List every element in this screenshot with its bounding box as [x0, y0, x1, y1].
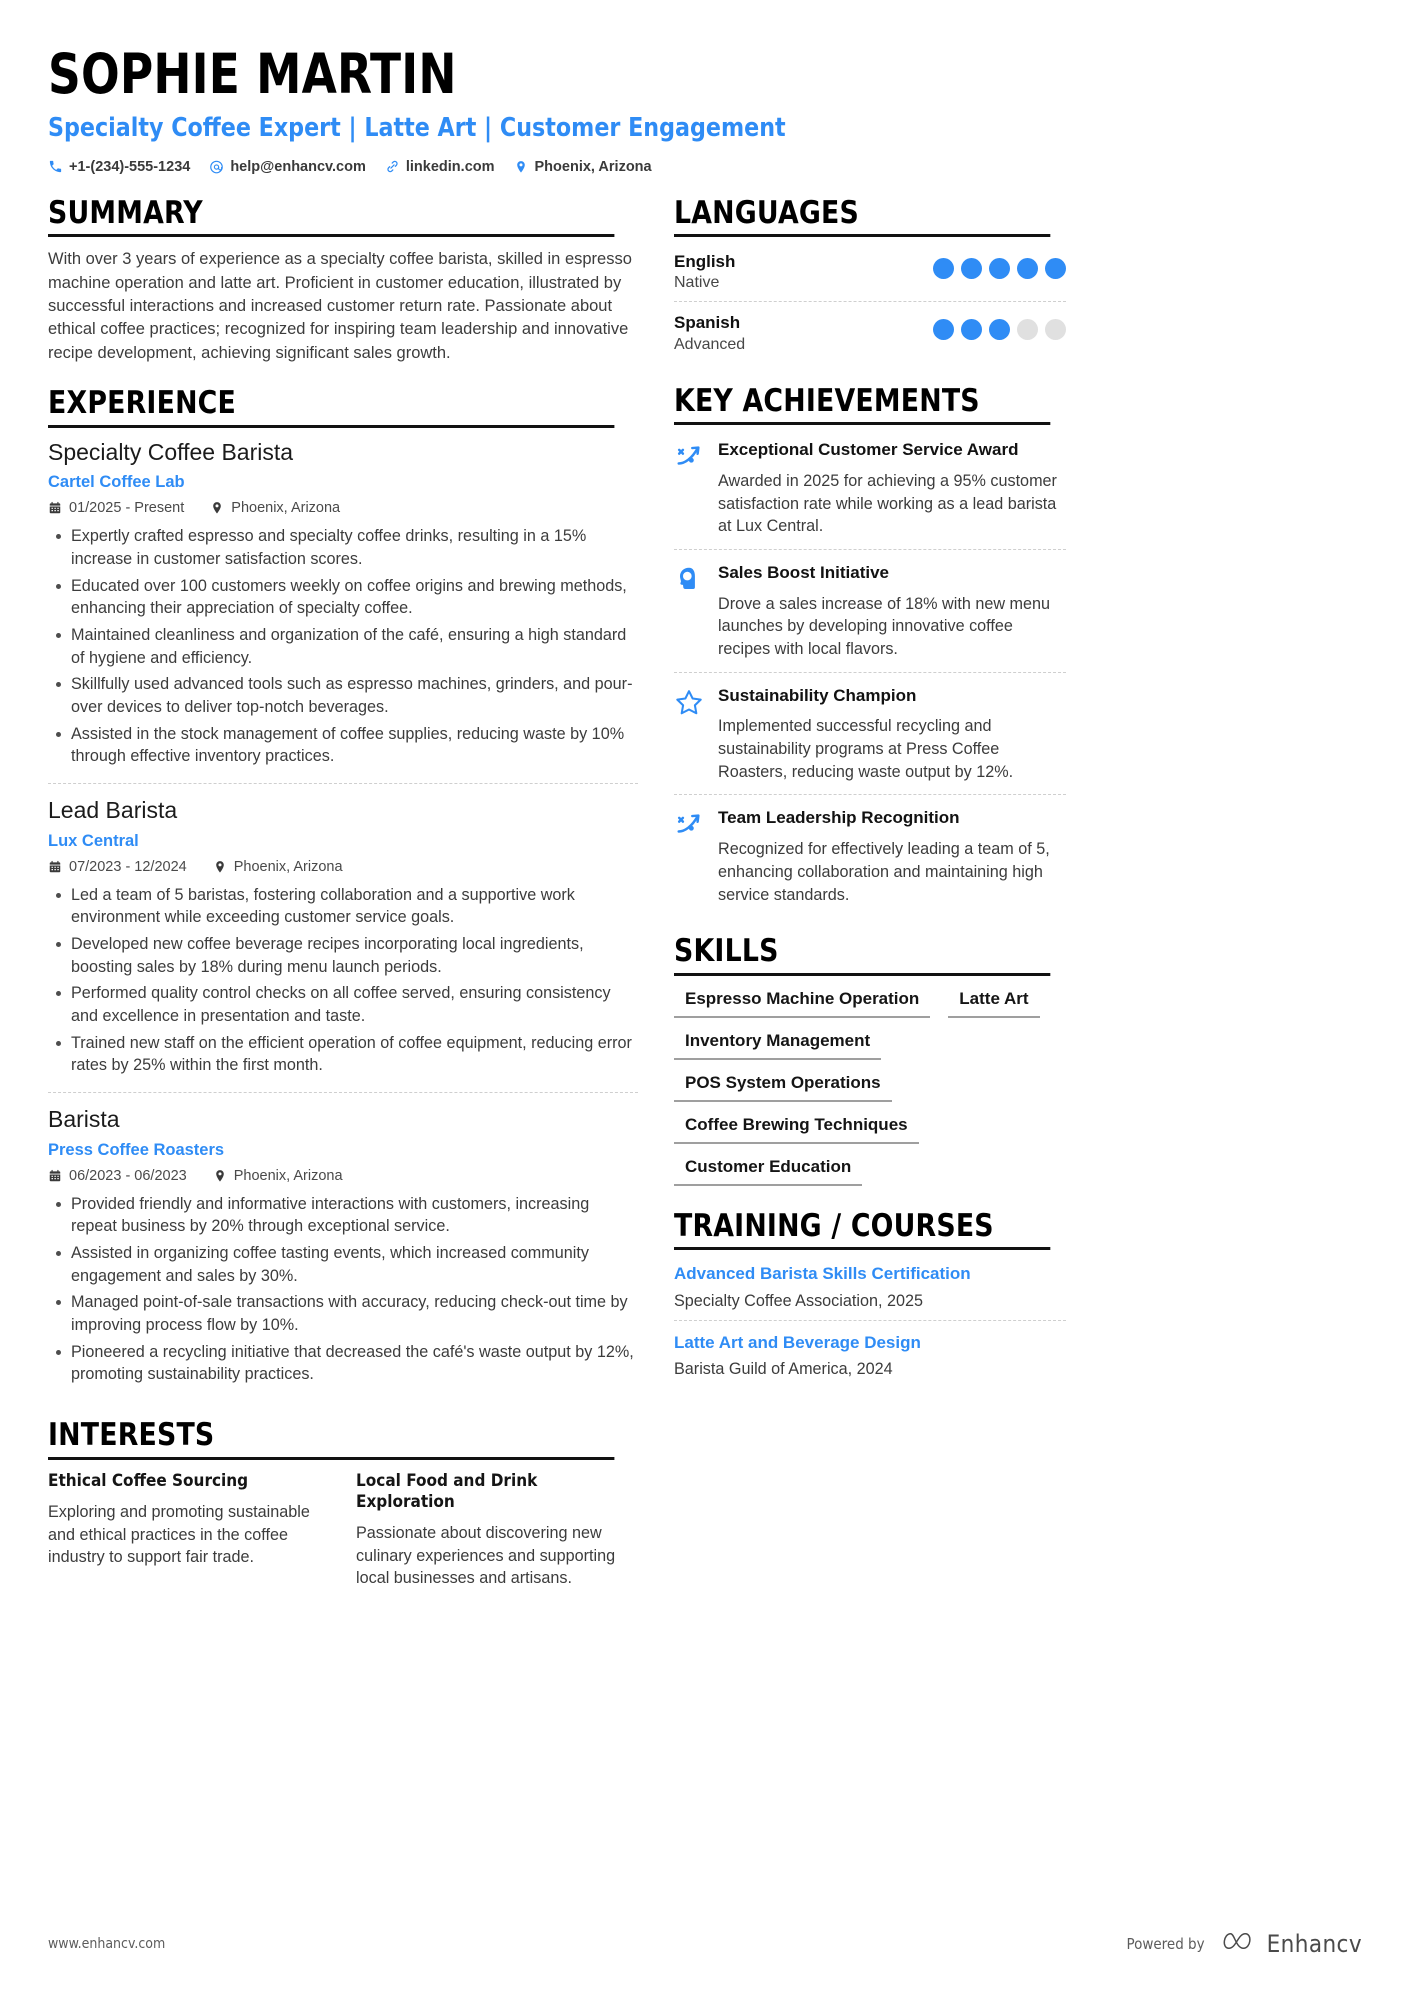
achievement-title: Sales Boost Initiative [718, 562, 889, 582]
training-subtitle: Specialty Coffee Association, 2025 [674, 1291, 923, 1310]
proficiency-dot [961, 258, 982, 279]
contact-phone-text: +1-(234)-555-1234 [69, 158, 191, 175]
language-entry [674, 301, 1066, 362]
contact-email-text: help@enhancv.com [230, 158, 366, 175]
interest-text: Exploring and promoting sustainable and ethical practices in the coffee industry to support fair trade. [48, 1502, 310, 1567]
interest-text: Passionate about discovering new culinary experiences and supporting local businesses and artisans. [356, 1524, 616, 1588]
job-location [213, 859, 343, 875]
achievement-body [718, 440, 1066, 538]
job-dates-text: 06/2023 - 06/2023 [69, 1167, 187, 1184]
section-training [674, 1207, 1066, 1388]
skill-tag: Coffee Brewing Techniques [674, 1113, 919, 1144]
calendar-icon [48, 1169, 62, 1183]
footer-url[interactable]: www.enhancv.com [48, 1935, 166, 1952]
email-icon [209, 159, 224, 174]
job-meta [48, 859, 638, 875]
interest-title: Ethical Coffee Sourcing [48, 1470, 249, 1491]
proficiency-dot [989, 258, 1010, 279]
achievement-entry [674, 672, 1066, 795]
section-title-training: TRAINING / COURSES [674, 1210, 1050, 1251]
contact-linkedin-text: linkedin.com [405, 158, 495, 175]
contact-row [48, 159, 1362, 175]
experience-bullet: Educated over 100 customers weekly on coffee origins and brewing methods, enhancing their appreciation of specialty coffee. [48, 575, 638, 620]
language-entry [674, 248, 1066, 301]
language-info [674, 251, 735, 292]
section-summary [48, 194, 638, 366]
language-info [674, 312, 745, 353]
proficiency-dot [961, 319, 982, 340]
job-bullets [48, 525, 638, 768]
achievement-text: Drove a sales increase of 18% with new menu launches by developing innovative coffee recipes with local flavors. [718, 594, 1051, 659]
achievement-entry [674, 549, 1066, 672]
proficiency-dot [1017, 319, 1038, 340]
left-column [48, 194, 638, 1595]
job-company[interactable]: Cartel Coffee Lab [48, 473, 185, 492]
job-location-text: Phoenix, Arizona [231, 500, 341, 517]
section-skills [674, 935, 1066, 1186]
section-languages [674, 194, 1066, 363]
experience-bullet: Maintained cleanliness and organization of the café, ensuring a high standard of hygiene and efficiency. [48, 624, 638, 669]
training-list [674, 1250, 1066, 1388]
achievement-body [718, 686, 1066, 784]
experience-entry [48, 1092, 638, 1401]
experience-bullet: Assisted in the stock management of coffee supplies, reducing waste by 10% through effective inventory practices. [48, 723, 638, 768]
skills-list [674, 987, 1066, 1186]
experience-bullet: Managed point-of-sale transactions with accuracy, reducing check-out time by improving process flow by 10%. [48, 1291, 638, 1336]
training-title[interactable]: Latte Art and Beverage Design [674, 1332, 921, 1352]
achievement-title: Team Leadership Recognition [718, 808, 960, 828]
skill-tag: Latte Art [948, 987, 1039, 1018]
job-title: Specialty Coffee Barista [48, 438, 294, 465]
resume-body [48, 194, 1362, 1595]
head-idea-icon [674, 564, 704, 594]
languages-list [674, 237, 1066, 363]
contact-email[interactable] [209, 159, 366, 175]
star-icon [674, 687, 704, 717]
powered-by-label: Powered by [1126, 1934, 1205, 1953]
achievement-entry [674, 436, 1066, 549]
achievement-body [718, 808, 1066, 906]
job-location-text: Phoenix, Arizona [233, 1167, 343, 1184]
resume-header [48, 44, 1362, 175]
job-location-text: Phoenix, Arizona [233, 858, 343, 875]
training-subtitle: Barista Guild of America, 2024 [674, 1359, 893, 1378]
job-company[interactable]: Lux Central [48, 831, 139, 850]
summary-text: With over 3 years of experience as a specialty coffee barista, skilled in espresso machine operation and latte art. Proficient in customer education, illustrated by successful interactions and increased customer return rate. Passionate about ethical coffee practices; recognized for inspiring team leadership and innovative recipe development, achieving significant sales growth. [48, 250, 632, 362]
language-level: Advanced [674, 335, 746, 353]
language-level: Native [674, 274, 720, 292]
skill-tag: POS System Operations [674, 1071, 892, 1102]
professional-headline: Specialty Coffee Expert | Latte Art | Customer Engagement [48, 112, 786, 143]
language-proficiency-dots [933, 251, 1066, 279]
section-title-interests: INTERESTS [48, 1419, 614, 1460]
language-name: Spanish [674, 313, 741, 333]
job-bullets [48, 1193, 638, 1386]
experience-bullet: Provided friendly and informative interactions with customers, increasing repeat business by 20% through exceptional service. [48, 1193, 638, 1238]
interests-list [48, 1471, 638, 1591]
section-title-experience: EXPERIENCE [48, 387, 614, 428]
enhancv-logo-icon [1218, 1928, 1258, 1959]
job-dates [48, 1168, 187, 1184]
section-title-languages: LANGUAGES [674, 197, 1050, 238]
proficiency-dot [989, 319, 1010, 340]
section-achievements [674, 382, 1066, 918]
footer-brand-area [1126, 1928, 1362, 1959]
job-dates-text: 07/2023 - 12/2024 [69, 858, 187, 875]
interest-title: Local Food and Drink Exploration [356, 1470, 538, 1512]
link-icon [385, 159, 400, 174]
right-column [674, 194, 1066, 1392]
contact-linkedin[interactable] [385, 159, 495, 175]
job-bullets [48, 884, 638, 1077]
location-icon [213, 1169, 227, 1183]
experience-entry [48, 439, 638, 783]
achievement-body [718, 563, 1066, 661]
location-icon [210, 501, 224, 515]
growth-arrow-icon [674, 441, 704, 471]
page-title: SOPHIE MARTIN [48, 42, 457, 106]
proficiency-dot [1045, 258, 1066, 279]
calendar-icon [48, 860, 62, 874]
experience-bullet: Performed quality control checks on all coffee served, ensuring consistency and excellence in presentation and taste. [48, 982, 638, 1027]
phone-icon [48, 159, 63, 174]
interest-entry [48, 1471, 330, 1591]
section-title-skills: SKILLS [674, 935, 1050, 976]
contact-phone[interactable] [48, 159, 190, 175]
location-icon [213, 860, 227, 874]
experience-bullet: Expertly crafted espresso and specialty coffee drinks, resulting in a 15% increase in customer satisfaction scores. [48, 525, 638, 570]
job-meta [48, 500, 638, 516]
growth-arrow-icon [674, 809, 704, 839]
section-title-summary: SUMMARY [48, 197, 614, 238]
experience-bullet: Pioneered a recycling initiative that decreased the café's waste output by 12%, promoting sustainability practices. [48, 1341, 638, 1386]
section-experience [48, 387, 638, 1401]
achievement-title: Exceptional Customer Service Award [718, 440, 1019, 460]
language-name: English [674, 252, 736, 272]
job-location [210, 500, 340, 516]
language-proficiency-dots [933, 312, 1066, 340]
calendar-icon [48, 501, 62, 515]
interest-entry [356, 1471, 638, 1591]
page-footer [48, 1928, 1362, 1959]
job-company[interactable]: Press Coffee Roasters [48, 1140, 225, 1159]
skill-tag: Inventory Management [674, 1029, 881, 1060]
contact-location[interactable] [514, 159, 652, 175]
achievement-entry [674, 794, 1066, 917]
job-dates [48, 859, 187, 875]
job-meta [48, 1168, 638, 1184]
achievement-text: Awarded in 2025 for achieving a 95% customer satisfaction rate while working as a lead barista at Lux Central. [718, 471, 1057, 536]
experience-bullet: Trained new staff on the efficient operation of coffee equipment, reducing error rates by 25% within the first month. [48, 1032, 638, 1077]
proficiency-dot [933, 319, 954, 340]
job-dates [48, 500, 184, 516]
experience-bullet: Assisted in organizing coffee tasting events, which increased community engagement and sales by 30%. [48, 1242, 638, 1287]
job-location [213, 1168, 343, 1184]
training-title[interactable]: Advanced Barista Skills Certification [674, 1264, 971, 1284]
experience-bullet: Led a team of 5 baristas, fostering collaboration and a supportive work environment while exceeding customer service goals. [48, 884, 638, 929]
enhancv-wordmark: Enhancv [1266, 1929, 1362, 1958]
enhancv-brand [1218, 1928, 1362, 1959]
location-icon [514, 159, 529, 174]
achievement-text: Implemented successful recycling and sustainability programs at Press Coffee Roasters, reducing waste output by 12%. [718, 717, 1014, 781]
skill-tag: Customer Education [674, 1155, 862, 1186]
experience-bullet: Skillfully used advanced tools such as espresso machines, grinders, and pour-over devices to deliver top-notch beverages. [48, 673, 638, 718]
experience-list [48, 428, 638, 1401]
contact-location-text: Phoenix, Arizona [534, 158, 652, 175]
experience-entry [48, 783, 638, 1092]
proficiency-dot [1017, 258, 1038, 279]
training-entry [674, 1261, 1066, 1319]
achievements-list [674, 425, 1066, 917]
job-title: Barista [48, 1106, 120, 1133]
section-interests [48, 1419, 638, 1590]
skill-tag: Espresso Machine Operation [674, 987, 930, 1018]
section-title-achievements: KEY ACHIEVEMENTS [674, 385, 1050, 426]
training-entry [674, 1320, 1066, 1388]
achievement-text: Recognized for effectively leading a team of 5, enhancing collaboration and maintaining high service standards. [718, 840, 1050, 904]
job-title: Lead Barista [48, 797, 178, 824]
achievement-title: Sustainability Champion [718, 685, 917, 705]
job-dates-text: 01/2025 - Present [69, 500, 185, 517]
proficiency-dot [1045, 319, 1066, 340]
experience-bullet: Developed new coffee beverage recipes incorporating local ingredients, boosting sales by 18% during menu launch periods. [48, 933, 638, 978]
proficiency-dot [933, 258, 954, 279]
